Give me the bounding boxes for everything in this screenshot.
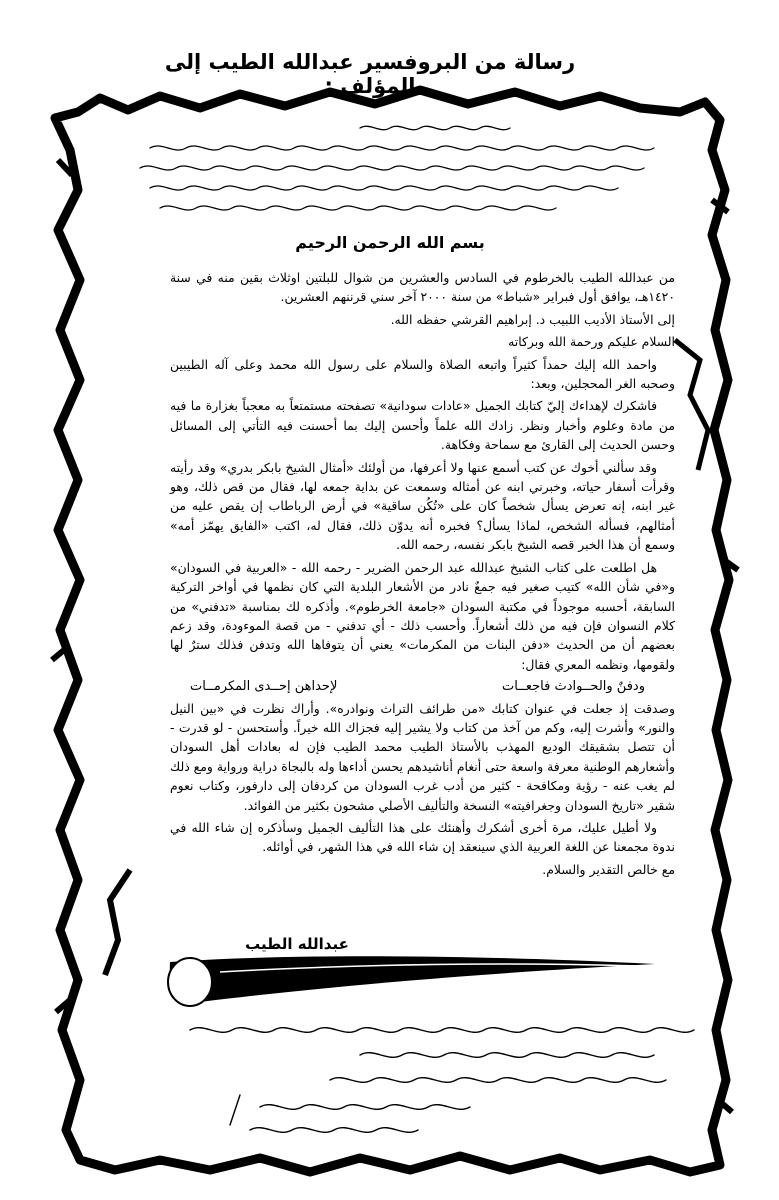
letter-paragraph: فاشكرك لإهداءك إليّ كتابك الجميل «عادات سودانية» تصفحته مستمتعاً به معجباً بغزارة ما فيه من مادة وعلوم وأخبار ونظر. زادك الله علماً وأحسن إليك بما أحسنت فيه التأتي إلى المسائل وحسن الحديث إلى القارئ مع سماحة وفكاهة. [170, 398, 675, 453]
letter-paragraph: هل اطلعت على كتاب الشيخ عبدالله عبد الرحمن الضرير - رحمه الله - «العربية في السودان» و«في شأن الله» كتيب صغير فيه جمعٌ نادر من الأشعار البلدية التي كان نظمها في أواخر التركية السابقة، أحسبه موجوداً في مكتبة السودان «جامعة الخرطوم». وأذكره لك بمناسبة «تدفني» من كلام النسوان فإن فيه من ذلك أشعاراً. وأحسب ذلك - أي تدفني - من قصة الموءودة، وقد زعم بعضهم أن من الحديث «دفن البنات من المكرمات» يعني أن يتوفاها الله وتدفن فذلك سترٌ لها ولقومها، ونظمه المعري فقال: [170, 559, 675, 672]
letter-paragraph: من عبدالله الطيب بالخرطوم في السادس والعشرين من شوال للبلتين اوثلاث بقين منه في سنة ١٤٢٠هـ، يوافق أول فبراير «شباط» من سنة ٢٠٠٠ آخر سني قرننهم العشرين. [170, 270, 675, 305]
page-title: رسالة من البروفسير عبدالله الطيب إلى المؤلف : [164, 50, 576, 98]
closing-line: مع خالص التقدير والسلام. [542, 861, 675, 877]
handwritten-header-note [120, 118, 680, 228]
poem-left-hemistich: لإحداهن إحــدى المكرمــات [190, 679, 338, 695]
letter-paragraph: وصدقت إذ جعلت في عنوان كتابك «من طرائف التراث ونوادره». وأراك نظرت في «بين النيل والنور» وأشرت إليه، وكم من آخذ من كتاب ولا يشير إليه فجزاك الله خيراً. وأستحسن - لو قدرت - أن تتصل بشقيقك الوديع المهذب بالأستاذ الطيب محمد الطيب فإن له بعادات أهل السودان وأشعارهم الوطنية معرفة واسعة حتى أنغام أناشيدهم يحسن أداءها وله بالبجاة دراية ورواية ومع ذلك لم يغب عنه - رؤية ومكافحة - كثير من أدب غرب السودان من كردفان إلى دارفور، وكتاب نعوم شقير «تاريخ السودان وجغرافيته» النسخة والتأليف الأصلي مشحون بكثير من الفوائد. [170, 700, 675, 813]
printed-signature: عبدالله الطيب [245, 935, 349, 953]
page-curl-decoration [160, 952, 660, 1012]
letter-paragraph: وقد سألني أخوك عن كتب أسمع عنها ولا أعرفها، من أولئك «أمثال الشيخ بابكر بدري» وقد رأيته وقرأت أسفار حياته، وخبرني ابنه عن أمثاله وسمعت عن بداية جمعه لها، فقال من قص ذلك، وهو غير ابنه، إنه تعرض يسأل شخصاً كان على «تُكُن ساقية» في أرض الرباطاب إن يقص عليه من أمثالهم، فسأله الشخص، لماذا يسأل؟ فخبره أنه يدوّن ذلك، فقال له، اكتب «الفايق يهمّز أمه» وسمع أن هذا الخبر قصه الشيخ بابكر نفسه، رحمه الله. [170, 459, 675, 553]
poem-verse [170, 677, 675, 696]
letter-paragraph: ولا أطيل عليك، مرة أخرى أشكرك وأهنئك على هذا التأليف الجميل وسأذكره إن شاء الله في ندوة مجمعنا عن اللغة العربية الذي سينعقد إن شاء الله في هذا الشهر، في أوائله. [170, 819, 675, 855]
handwritten-footer-note [170, 1015, 710, 1145]
poem-right-hemistich: ودفنٌ والحــوادث فاجعــات [502, 679, 645, 695]
letter-body [170, 268, 675, 882]
letter-paragraph: السلام عليكم ورحمة الله وبركاته [508, 334, 675, 350]
letter-paragraph: واحمد الله إليك حمداً كثيراً واتبعه الصلاة والسلام على رسول الله محمد وعلى آله الطيبين وصحبه الغر المحجلين، وبعد: [170, 356, 675, 392]
letter-paragraph: إلى الأستاذ الأديب اللبيب د. إبراهيم القرشي حفظه الله. [390, 311, 675, 327]
basmala-heading: بسم الله الرحمن الرحيم [295, 233, 485, 252]
